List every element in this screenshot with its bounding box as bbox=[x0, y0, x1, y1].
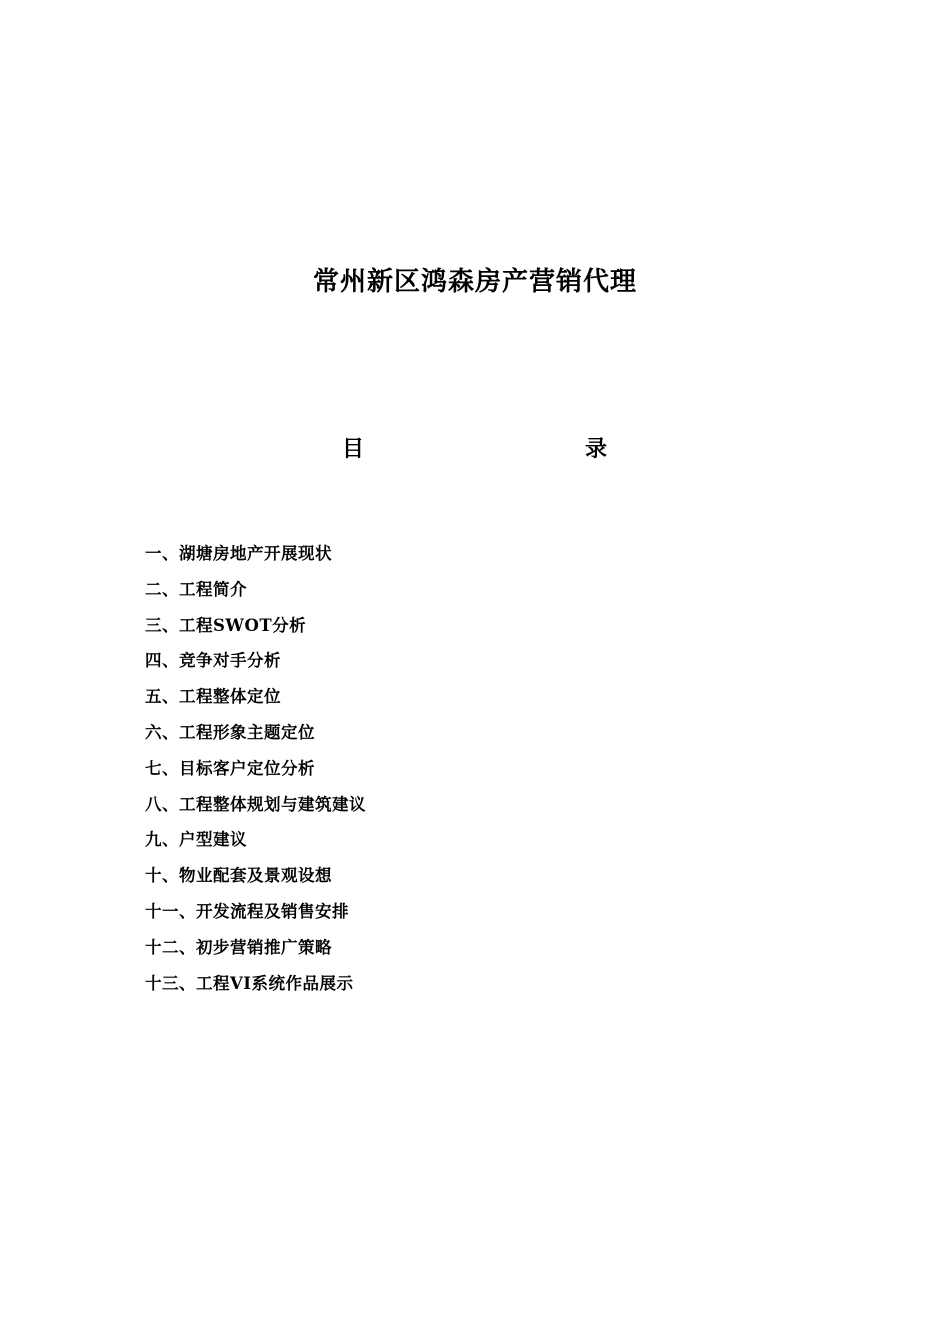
toc-heading-left-char: 目 bbox=[342, 436, 365, 462]
toc-item: 八、工程整体规划与建筑建议 bbox=[145, 794, 366, 814]
toc-item: 三、工程SWOT分析 bbox=[145, 615, 307, 635]
toc-item: 二、工程简介 bbox=[145, 579, 247, 599]
toc-item: 十二、初步营销推广策略 bbox=[145, 937, 332, 957]
toc-item: 六、工程形象主题定位 bbox=[145, 722, 315, 742]
toc-item: 十一、开发流程及销售安排 bbox=[145, 901, 349, 921]
toc-item: 十三、工程VI系统作品展示 bbox=[145, 973, 354, 993]
toc-item: 七、目标客户定位分析 bbox=[145, 758, 315, 778]
toc-item: 五、工程整体定位 bbox=[145, 687, 281, 707]
document-title: 常州新区鸿森房产营销代理 bbox=[312, 267, 637, 297]
toc-list bbox=[145, 536, 366, 1001]
toc-heading bbox=[0, 432, 950, 466]
toc-item: 十、物业配套及景观设想 bbox=[145, 866, 332, 886]
toc-item: 一、湖塘房地产开展现状 bbox=[145, 544, 332, 563]
toc-item: 四、竞争对手分析 bbox=[145, 651, 281, 671]
toc-item: 九、户型建议 bbox=[145, 830, 247, 850]
toc-heading-right-char: 录 bbox=[585, 436, 608, 462]
